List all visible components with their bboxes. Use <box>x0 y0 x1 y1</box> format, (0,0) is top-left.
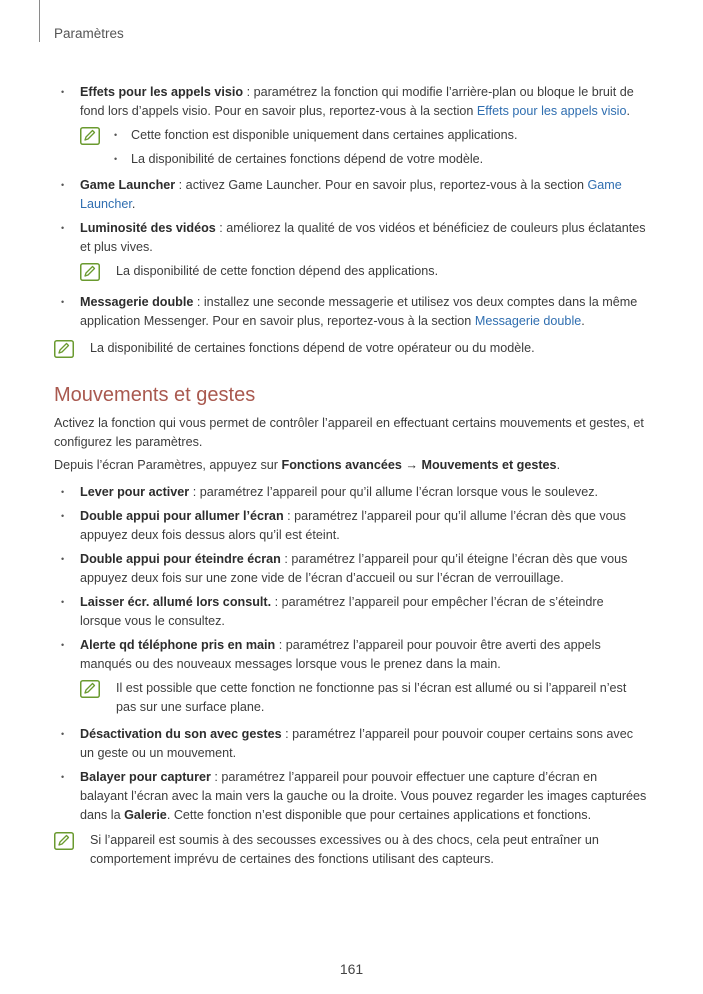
page-number: 161 <box>339 961 364 977</box>
note-icon <box>54 340 74 358</box>
note-sensors <box>54 831 648 869</box>
note-video-call-effects <box>80 126 648 169</box>
note-video-brightness <box>80 262 648 281</box>
item-term: Game Launcher <box>80 178 176 192</box>
list-item-video-brightness <box>54 219 648 257</box>
item-term: Laisser écr. allumé lors consult. <box>80 595 272 609</box>
item-text: : paramétrez l’appareil pour empêcher l’écran de s’éteindre lorsque vous le consultez. <box>80 595 604 628</box>
list-item-double-tap-on <box>54 507 648 545</box>
note-text: Il est possible que cette fonction ne fonctionne pas si l’écran est allumé ou si l’appareil n’est pas sur une surface plane. <box>116 681 627 714</box>
section-link-video-call-effects[interactable]: Effets pour les appels visio <box>476 104 627 118</box>
item-text: : améliorez la qualité de vos vidéos et bénéficiez de couleurs plus éclatantes et plus vives. <box>80 221 646 254</box>
note-text: La disponibilité de cette fonction dépend des applications. <box>116 264 439 278</box>
note-text: La disponibilité de certaines fonctions dépend de votre opérateur ou du modèle. <box>90 341 535 355</box>
path-menu: Fonctions avancées → Mouvements et gestes <box>281 458 557 472</box>
note-line: • La disponibilité de certaines fonctions dépend de votre modèle. <box>114 150 648 169</box>
item-text: : paramétrez l’appareil pour qu’il allume l’écran dès que vous appuyez deux fois dessus alors qu’il est éteint. <box>80 509 626 542</box>
note-icon <box>80 127 100 145</box>
note-operator <box>54 339 648 358</box>
page-content <box>54 83 648 869</box>
item-text: : paramétrez l’appareil pour qu’il éteigne l’écran dès que vous appuyez deux fois sur une zone vide de l’écran d’accueil ou sur l’écran de verrouillage. <box>80 552 628 585</box>
item-text: : activez Game Launcher. Pour en savoir plus, reportez-vous à la section <box>175 178 588 192</box>
item-term: Balayer pour capturer <box>80 770 211 784</box>
note-icon <box>54 832 74 850</box>
item-text-end: . Cette fonction n’est disponible que pour certaines applications et fonctions. <box>166 808 592 822</box>
item-text: : installez une seconde messagerie et utilisez vos deux comptes dans la même application Messenger. Pour en savoir plus, reportez-vous à la section <box>80 295 638 328</box>
item-text-end: . <box>581 314 585 328</box>
list-item-dual-messenger <box>54 293 648 331</box>
item-term: Luminosité des vidéos <box>80 221 216 235</box>
item-text: : paramétrez l’appareil pour pouvoir être averti des appels manqués ou des nouveaux messages lorsque vous le prenez dans la main. <box>80 638 601 671</box>
note-icon <box>80 263 100 281</box>
item-text: : paramétrez la fonction qui modifie l’arrière-plan ou bloque le bruit de fond lors d’appels visio. Pour en savoir plus, reportez-vous à la section <box>80 85 634 118</box>
note-text: Si l’appareil est soumis à des secousses excessives ou à des chocs, cela peut entraîner un comportement imprévu de certaines des fonctions utilisant des capteurs. <box>90 833 599 866</box>
page-header-title: Paramètres <box>54 26 124 41</box>
note-icon <box>80 680 100 698</box>
header-rule <box>39 0 40 42</box>
path-suffix: . <box>556 458 561 472</box>
item-term: Messagerie double <box>80 295 194 309</box>
item-term: Désactivation du son avec gestes <box>80 727 282 741</box>
note-line: • Cette fonction est disponible uniquement dans certaines applications. <box>114 126 648 145</box>
item-term: Double appui pour allumer l’écran <box>80 509 284 523</box>
list-item-game-launcher <box>54 176 648 214</box>
item-term: Lever pour activer <box>80 485 190 499</box>
list-item-pickup-alert <box>54 636 648 674</box>
section-link-dual-messenger[interactable]: Messagerie double <box>474 314 582 328</box>
item-text-end: . <box>131 197 136 211</box>
section-title: Mouvements et gestes <box>54 384 256 406</box>
item-text-end: . <box>626 104 630 118</box>
list-item-video-call-effects <box>54 83 648 121</box>
list-item-double-tap-off <box>54 550 648 588</box>
item-text: : paramétrez l’appareil pour qu’il allume l’écran lorsque vous le soulevez. <box>189 485 599 499</box>
settings-path <box>54 456 648 475</box>
item-text: : paramétrez l’appareil pour pouvoir effectuer une capture d’écran en balayant l’écran avec la main vers la gauche ou la droite. Vous pouvez regarder les images capturées dans la <box>80 770 647 822</box>
note-pickup-alert <box>80 679 648 717</box>
item-text: : paramétrez l’appareil pour pouvoir couper certains sons avec un geste ou un mouvement. <box>80 727 634 760</box>
list-item-palm-swipe <box>54 768 648 825</box>
gallery-term: Galerie <box>124 808 167 822</box>
section-intro: Activez la fonction qui vous permet de contrôler l’appareil en effectuant certains mouvements et gestes, et configurez les paramètres. <box>54 416 644 449</box>
path-prefix: Depuis l’écran Paramètres, appuyez sur <box>54 458 282 472</box>
item-term: Alerte qd téléphone pris en main <box>80 638 276 652</box>
list-item-mute-gestures <box>54 725 648 763</box>
item-term: Effets pour les appels visio <box>80 85 244 99</box>
section-link-game-launcher[interactable]: Game Launcher <box>80 178 622 211</box>
list-item-lift-to-wake <box>54 483 648 502</box>
item-term: Double appui pour éteindre écran <box>80 552 281 566</box>
list-item-keep-screen-on <box>54 593 648 631</box>
